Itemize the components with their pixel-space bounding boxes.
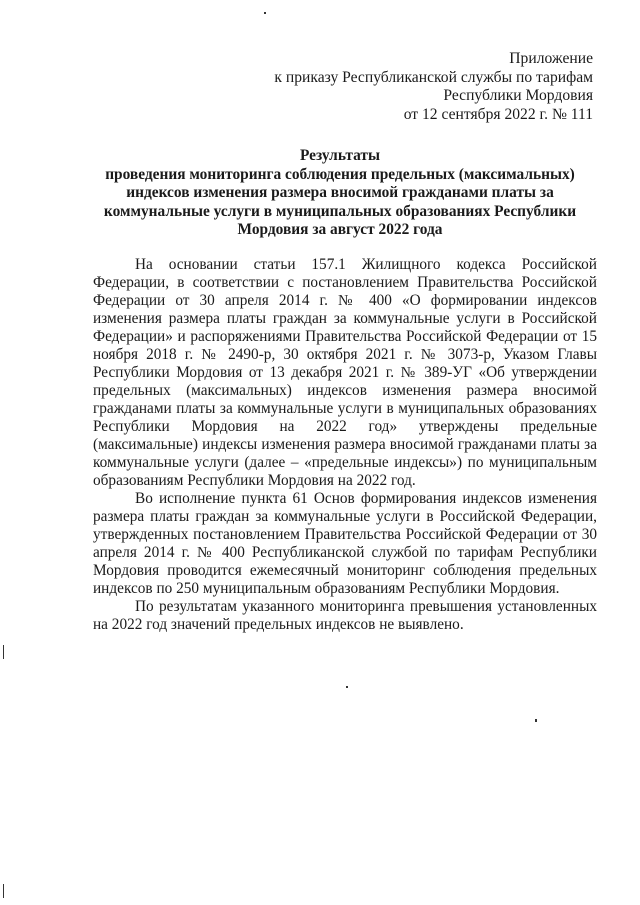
appendix-line: Приложение — [509, 50, 593, 67]
appendix-line: к приказу Республиканской службы по тарифам — [274, 68, 593, 86]
title-line: индексов изменения размера вносимой гражданами платы за — [126, 184, 554, 202]
scan-edge-mark — [3, 645, 4, 659]
document-body — [93, 256, 597, 634]
document-title — [80, 147, 600, 240]
scan-edge-mark — [3, 884, 4, 898]
body-paragraph: Во исполнение пункта 61 Основ формирования индексов изменения размера платы граждан за коммунальные услуги в Российской Федерации, утвержденных постановлением Правительства Российской Федерации от 30 апреля 2014 г. № 400 Республиканской службой по тарифам Республики Мордовия проводится ежемесячный мониторинг соблюдения предельных индексов по 250 муниципальным образованиям Республики Мордовия. — [93, 490, 597, 597]
body-paragraph: По результатам указанного мониторинга превышения установленных на 2022 год значений предельных индексов не выявлено. — [93, 598, 597, 633]
scan-speck — [346, 686, 348, 688]
title-line: Результаты — [299, 147, 380, 164]
title-line: проведения мониторинга соблюдения предельных (максимальных) — [105, 165, 575, 183]
body-paragraph: На основании статьи 157.1 Жилищного кодекса Российской Федерации, в соответствии с постановлением Правительства Российской Федерации от 30 апреля 2014 г. № 400 «О формировании индексов изменения размера платы граждан за коммунальные услуги в Российской Федерации» и распоряжениями Правительства Российской Федерации от 15 ноября 2018 г. № 2490-р, 30 октября 2021 г. № 3073-р, Указом Главы Республики Мордовия от 13 декабря 2021 г. № 389-УГ «Об утверждении предельных (максимальных) индексов изменения размера вносимой гражданами платы за коммунальные услуги в муниципальных образованиях Республики Мордовия на 2022 год» утверждены предельные (максимальные) индексы изменения размера вносимой гражданами платы за коммунальные услуги (далее – «предельные индексы») по муниципальным образованиям Республики Мордовия на 2022 год. — [93, 256, 597, 489]
title-line: коммунальные услуги в муниципальных образованиях Республики — [103, 202, 577, 220]
appendix-header — [274, 50, 593, 124]
appendix-line: Республики Мордовия — [443, 87, 593, 105]
title-line: Мордовия за август 2022 года — [237, 221, 443, 239]
scan-speck — [535, 719, 537, 722]
scan-speck — [264, 12, 266, 14]
appendix-line: от 12 сентября 2022 г. № 111 — [403, 105, 593, 123]
